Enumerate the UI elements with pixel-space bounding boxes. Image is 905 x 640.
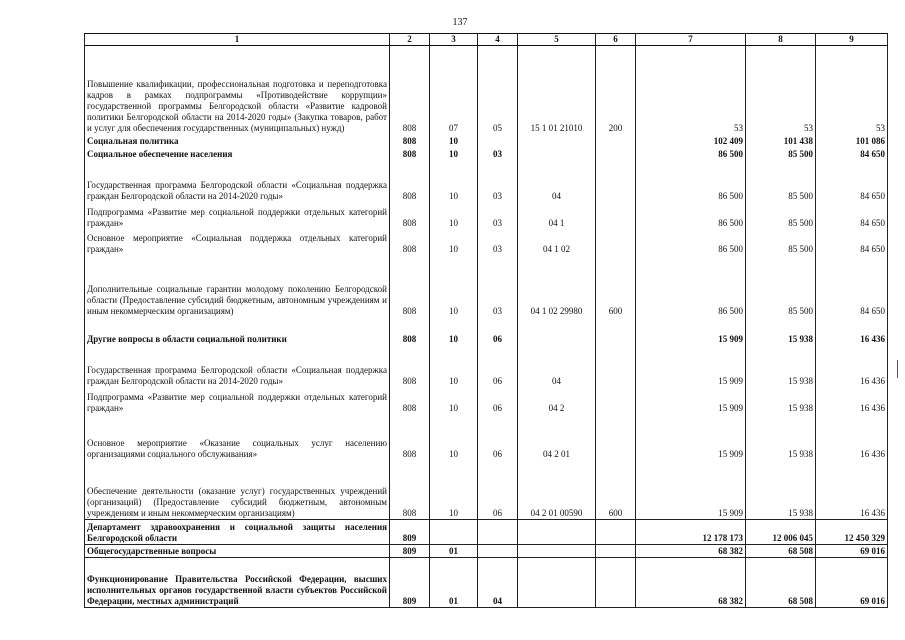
row-section: 10 — [430, 414, 478, 460]
row-name: Общегосударственные вопросы — [85, 545, 390, 558]
header-row — [85, 34, 888, 46]
row-amount-year3: 84 650 — [816, 202, 888, 229]
column-header-2: 2 — [390, 34, 430, 46]
row-target-item: 04 2 01 00590 — [518, 460, 596, 520]
row-amount-year2: 68 508 — [746, 558, 816, 608]
row-amount-year1: 86 500 — [636, 229, 746, 255]
row-expense-type — [596, 160, 636, 202]
row-amount-year1: 53 — [636, 46, 746, 134]
row-amount-year1: 12 178 173 — [636, 520, 746, 545]
row-expense-type — [596, 387, 636, 414]
row-amount-year1: 15 909 — [636, 317, 746, 345]
row-amount-year2: 68 508 — [746, 545, 816, 558]
row-amount-year1: 86 500 — [636, 255, 746, 317]
row-section: 10 — [430, 202, 478, 229]
table-row — [85, 520, 888, 545]
row-code-admin: 808 — [390, 255, 430, 317]
row-amount-year3: 12 450 329 — [816, 520, 888, 545]
table-row — [85, 545, 888, 558]
row-subsection: 06 — [478, 460, 518, 520]
row-section: 10 — [430, 317, 478, 345]
row-section: 10 — [430, 160, 478, 202]
row-subsection — [478, 134, 518, 147]
row-target-item: 15 1 01 21010 — [518, 46, 596, 134]
table-row — [85, 255, 888, 317]
row-amount-year3: 16 436 — [816, 414, 888, 460]
row-subsection: 03 — [478, 229, 518, 255]
row-subsection: 06 — [478, 387, 518, 414]
table-row — [85, 345, 888, 387]
row-amount-year1: 86 500 — [636, 147, 746, 160]
row-subsection: 06 — [478, 317, 518, 345]
row-subsection: 06 — [478, 345, 518, 387]
row-target-item: 04 — [518, 345, 596, 387]
row-amount-year2: 15 938 — [746, 387, 816, 414]
row-amount-year3: 84 650 — [816, 229, 888, 255]
row-subsection — [478, 545, 518, 558]
row-amount-year2: 15 938 — [746, 317, 816, 345]
row-name: Повышение квалификации, профессиональная подготовка и переподготовка кадров в рамках подпрограммы «Противодействие коррупции» государственной программы Белгородской области «Развитие кадровой политики Белгородской области на 2014-2020 годы» (Закупка товаров, работ и услуг для обеспечения государственных (муниципальных) нужд) — [85, 46, 390, 134]
row-section — [430, 520, 478, 545]
table-row — [85, 558, 888, 608]
row-expense-type — [596, 147, 636, 160]
table-row — [85, 134, 888, 147]
row-expense-type — [596, 229, 636, 255]
row-target-item: 04 — [518, 160, 596, 202]
row-expense-type — [596, 345, 636, 387]
row-amount-year3: 16 436 — [816, 345, 888, 387]
row-expense-type — [596, 545, 636, 558]
row-amount-year1: 68 382 — [636, 558, 746, 608]
row-expense-type — [596, 317, 636, 345]
row-code-admin: 809 — [390, 545, 430, 558]
row-target-item: 04 1 — [518, 202, 596, 229]
row-section: 01 — [430, 545, 478, 558]
row-expense-type — [596, 414, 636, 460]
row-amount-year3: 16 436 — [816, 460, 888, 520]
row-amount-year1: 68 382 — [636, 545, 746, 558]
row-amount-year3: 69 016 — [816, 558, 888, 608]
budget-table — [84, 33, 888, 608]
row-name: Дополнительные социальные гарантии молодому поколению Белгородской области (Предоставление субсидий бюджетным, автономным учреждениям и иным некоммерческим организациям) — [85, 255, 390, 317]
row-amount-year1: 86 500 — [636, 202, 746, 229]
row-code-admin: 808 — [390, 414, 430, 460]
table-row — [85, 460, 888, 520]
row-section: 10 — [430, 147, 478, 160]
row-amount-year2: 85 500 — [746, 147, 816, 160]
row-target-item — [518, 134, 596, 147]
row-name: Подпрограмма «Развитие мер социальной поддержки отдельных категорий граждан» — [85, 387, 390, 414]
row-amount-year2: 15 938 — [746, 460, 816, 520]
table-row — [85, 202, 888, 229]
row-name: Государственная программа Белгородской области «Социальная поддержка граждан Белгородской области на 2014-2020 годы» — [85, 160, 390, 202]
row-amount-year2: 85 500 — [746, 255, 816, 317]
row-name: Функционирование Правительства Российской Федерации, высших исполнительных органов государственной власти субъектов Российской Федерации, местных администраций — [85, 558, 390, 608]
table-row — [85, 160, 888, 202]
row-code-admin: 808 — [390, 460, 430, 520]
page-edge-mark — [897, 360, 898, 378]
row-target-item — [518, 545, 596, 558]
row-target-item — [518, 147, 596, 160]
row-amount-year1: 15 909 — [636, 414, 746, 460]
row-code-admin: 808 — [390, 387, 430, 414]
row-code-admin: 808 — [390, 160, 430, 202]
row-name: Основное мероприятие «Оказание социальных услуг населению организациями социального обслуживания» — [85, 414, 390, 460]
row-code-admin: 809 — [390, 520, 430, 545]
row-expense-type — [596, 134, 636, 147]
row-amount-year3: 84 650 — [816, 160, 888, 202]
row-amount-year2: 53 — [746, 46, 816, 134]
row-target-item: 04 1 02 29980 — [518, 255, 596, 317]
table-row — [85, 317, 888, 345]
row-amount-year3: 53 — [816, 46, 888, 134]
row-code-admin: 808 — [390, 134, 430, 147]
row-name: Основное мероприятие «Социальная поддержка отдельных категорий граждан» — [85, 229, 390, 255]
table-body — [85, 46, 888, 608]
row-name: Социальная политика — [85, 134, 390, 147]
row-name: Обеспечение деятельности (оказание услуг) государственных учреждений (организаций) (Предоставление субсидий бюджетным, автономным учреждениям и иным некоммерческим организациям) — [85, 460, 390, 520]
row-amount-year2: 15 938 — [746, 345, 816, 387]
row-amount-year3: 16 436 — [816, 317, 888, 345]
row-code-admin: 809 — [390, 558, 430, 608]
row-expense-type — [596, 202, 636, 229]
column-header-5: 5 — [518, 34, 596, 46]
row-amount-year1: 102 409 — [636, 134, 746, 147]
column-header-3: 3 — [430, 34, 478, 46]
row-amount-year3: 101 086 — [816, 134, 888, 147]
column-header-6: 6 — [596, 34, 636, 46]
row-amount-year2: 101 438 — [746, 134, 816, 147]
row-amount-year1: 15 909 — [636, 387, 746, 414]
row-amount-year2: 85 500 — [746, 160, 816, 202]
row-amount-year1: 15 909 — [636, 345, 746, 387]
row-target-item: 04 2 — [518, 387, 596, 414]
row-expense-type — [596, 520, 636, 545]
row-amount-year3: 84 650 — [816, 147, 888, 160]
row-target-item: 04 2 01 — [518, 414, 596, 460]
row-expense-type: 600 — [596, 460, 636, 520]
row-section: 10 — [430, 134, 478, 147]
row-subsection: 03 — [478, 255, 518, 317]
row-subsection: 03 — [478, 160, 518, 202]
row-section: 10 — [430, 255, 478, 317]
row-section: 01 — [430, 558, 478, 608]
row-subsection — [478, 520, 518, 545]
row-code-admin: 808 — [390, 147, 430, 160]
row-section: 10 — [430, 345, 478, 387]
row-amount-year2: 12 006 045 — [746, 520, 816, 545]
column-header-9: 9 — [816, 34, 888, 46]
row-amount-year1: 15 909 — [636, 460, 746, 520]
row-name: Подпрограмма «Развитие мер социальной поддержки отдельных категорий граждан» — [85, 202, 390, 229]
row-expense-type: 200 — [596, 46, 636, 134]
row-amount-year2: 85 500 — [746, 229, 816, 255]
table-row — [85, 46, 888, 134]
row-subsection: 03 — [478, 202, 518, 229]
row-section: 07 — [430, 46, 478, 134]
row-section: 10 — [430, 460, 478, 520]
row-section: 10 — [430, 387, 478, 414]
row-section: 10 — [430, 229, 478, 255]
row-name: Департамент здравоохранения и социальной защиты населения Белгородской области — [85, 520, 390, 545]
table-row — [85, 229, 888, 255]
row-target-item — [518, 317, 596, 345]
table-row — [85, 414, 888, 460]
row-name: Социальное обеспечение населения — [85, 147, 390, 160]
row-target-item — [518, 558, 596, 608]
column-header-1: 1 — [85, 34, 390, 46]
table-row — [85, 147, 888, 160]
row-name: Другие вопросы в области социальной политики — [85, 317, 390, 345]
row-amount-year2: 85 500 — [746, 202, 816, 229]
row-subsection: 04 — [478, 558, 518, 608]
row-subsection: 03 — [478, 147, 518, 160]
row-amount-year1: 86 500 — [636, 160, 746, 202]
row-code-admin: 808 — [390, 317, 430, 345]
column-header-7: 7 — [636, 34, 746, 46]
row-target-item — [518, 520, 596, 545]
row-amount-year3: 69 016 — [816, 545, 888, 558]
row-code-admin: 808 — [390, 46, 430, 134]
row-expense-type — [596, 558, 636, 608]
page-number: 137 — [452, 17, 468, 28]
row-subsection: 06 — [478, 414, 518, 460]
row-code-admin: 808 — [390, 202, 430, 229]
row-subsection: 05 — [478, 46, 518, 134]
column-header-8: 8 — [746, 34, 816, 46]
table-row — [85, 387, 888, 414]
row-expense-type: 600 — [596, 255, 636, 317]
row-code-admin: 808 — [390, 345, 430, 387]
row-target-item: 04 1 02 — [518, 229, 596, 255]
row-amount-year3: 84 650 — [816, 255, 888, 317]
row-amount-year3: 16 436 — [816, 387, 888, 414]
row-code-admin: 808 — [390, 229, 430, 255]
row-name: Государственная программа Белгородской области «Социальная поддержка граждан Белгородской области на 2014-2020 годы» — [85, 345, 390, 387]
row-amount-year2: 15 938 — [746, 414, 816, 460]
column-header-4: 4 — [478, 34, 518, 46]
